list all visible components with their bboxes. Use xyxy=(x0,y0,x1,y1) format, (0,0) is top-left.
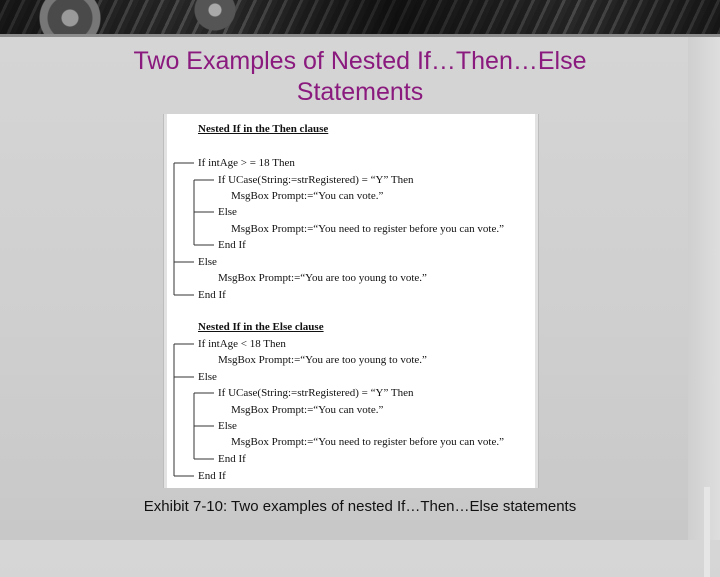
header-banner-image xyxy=(0,0,720,34)
figure-caption: Exhibit 7-10: Two examples of nested If…Then…Else statements xyxy=(143,498,577,515)
example2-heading: Nested If in the Else clause xyxy=(198,321,324,333)
example1-line: End If xyxy=(198,289,226,301)
example2-line: MsgBox Prompt:=“You can vote.” xyxy=(231,404,384,416)
example1-line: End If xyxy=(218,239,246,251)
example2-line: End If xyxy=(198,470,226,482)
slide-title-line2: Statements xyxy=(296,78,424,106)
example1-line: Else xyxy=(198,256,217,268)
example2-line: Else xyxy=(218,420,237,432)
example1-line: Else xyxy=(218,206,237,218)
example2-line: MsgBox Prompt:=“You are too young to vote.” xyxy=(218,354,427,366)
slide-title-line1: Two Examples of Nested If…Then…Else xyxy=(133,47,587,75)
example2-line: If intAge < 18 Then xyxy=(198,338,286,350)
header-divider xyxy=(0,34,720,37)
example2-line: Else xyxy=(198,371,217,383)
example2-line: If UCase(String:=strRegistered) = “Y” Then xyxy=(218,387,414,399)
example2-line: MsgBox Prompt:=“You need to register before you can vote.” xyxy=(231,436,505,448)
example1-line: If UCase(String:=strRegistered) = “Y” Then xyxy=(218,174,414,186)
right-decor-strip xyxy=(688,37,720,540)
example2-line: End If xyxy=(218,453,246,465)
example1-line: If intAge > = 18 Then xyxy=(198,157,295,169)
code-figure xyxy=(163,114,539,488)
example1-heading: Nested If in the Then clause xyxy=(198,123,329,135)
slide-title xyxy=(60,46,660,108)
example1-line: MsgBox Prompt:=“You can vote.” xyxy=(231,190,384,202)
example1-line: MsgBox Prompt:=“You need to register before you can vote.” xyxy=(231,223,505,235)
example1-line: MsgBox Prompt:=“You are too young to vote.” xyxy=(218,272,427,284)
